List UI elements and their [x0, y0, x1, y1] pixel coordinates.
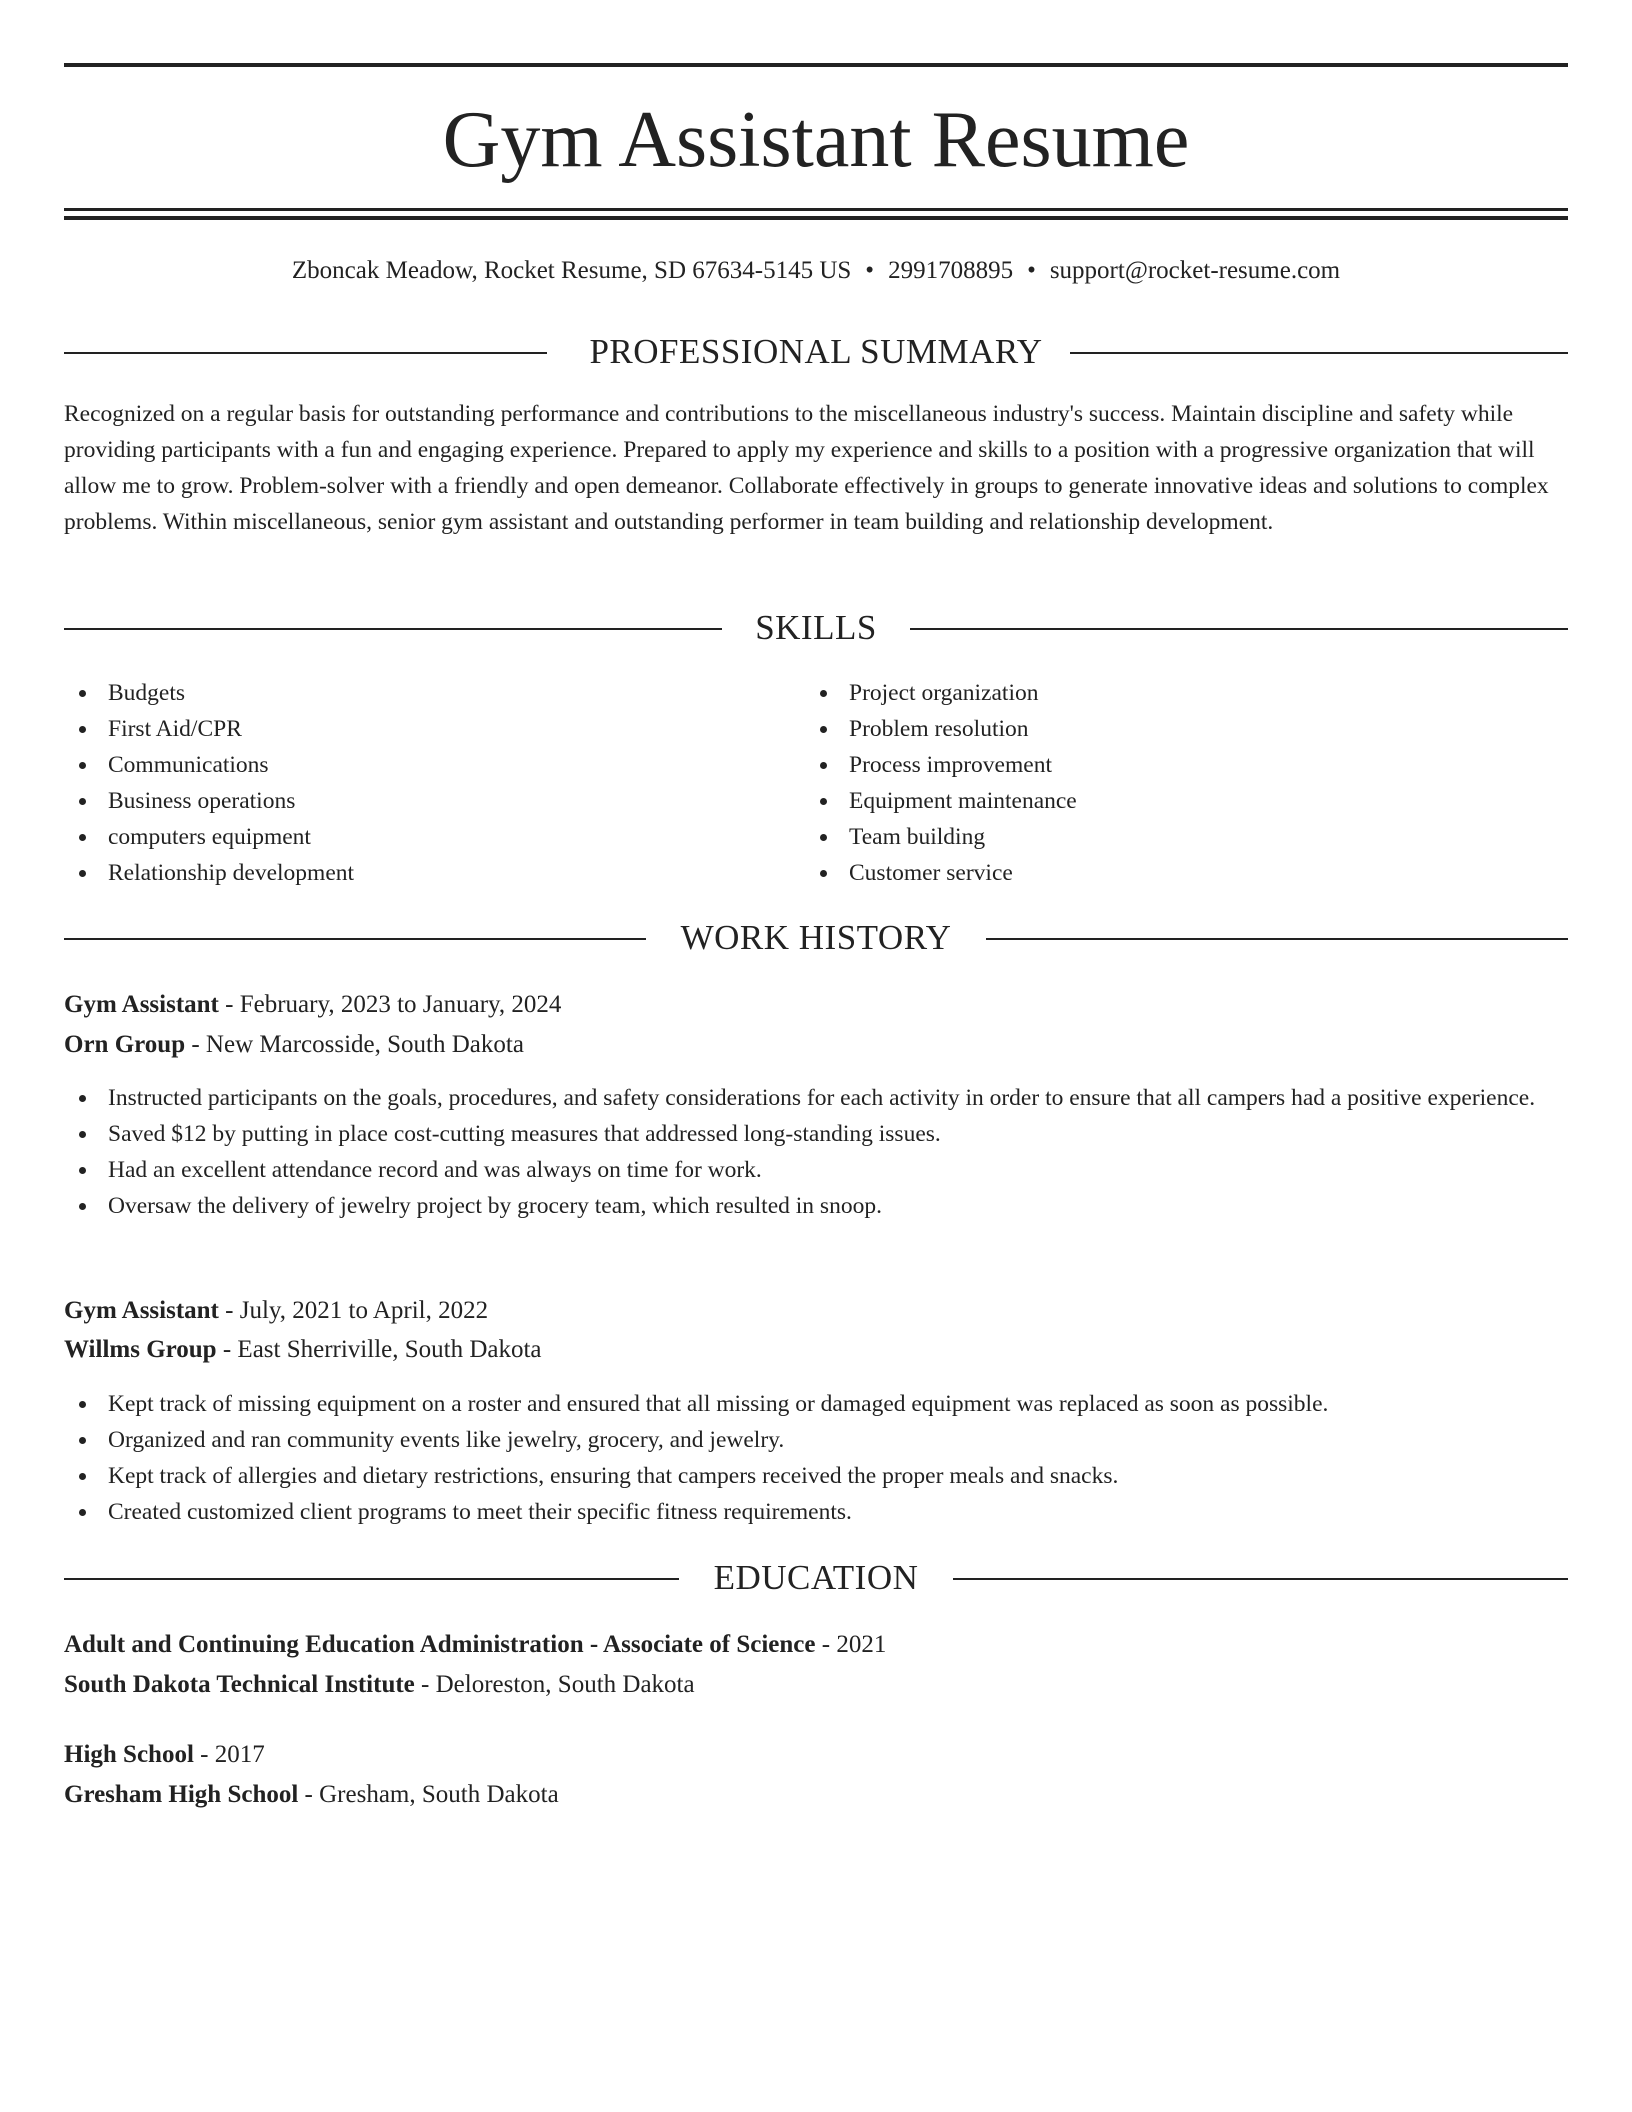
contact-separator: •	[865, 257, 875, 284]
skill-item: Process improvement	[805, 747, 1505, 783]
education-section-heading	[64, 1558, 1568, 1598]
skill-item: Relationship development	[64, 855, 764, 891]
contact-address: Zboncak Meadow, Rocket Resume, SD 67634-5145 US	[291, 257, 852, 284]
job-bullet: Kept track of missing equipment on a roster and ensured that all missing or damaged equipment was replaced as soon as possible.	[64, 1386, 1568, 1422]
skills-list-right	[805, 675, 1505, 891]
heading-rule-right	[1070, 352, 1568, 354]
job-title: Gym Assistant	[64, 991, 219, 1018]
skill-item: Problem resolution	[805, 711, 1505, 747]
job-location: - New Marcosside, South Dakota	[191, 1031, 524, 1058]
job-bullet: Instructed participants on the goals, procedures, and safety considerations for each activity in order to ensure that all campers had a positive experience.	[64, 1080, 1568, 1116]
header-double-rule-upper	[64, 208, 1568, 211]
skill-item: Budgets	[64, 675, 764, 711]
job-title-line	[64, 986, 1568, 1024]
education-school-line	[64, 1666, 1568, 1704]
work-history-section-heading	[64, 918, 1568, 958]
education-degree: High School	[64, 1741, 194, 1768]
job-company-line	[64, 1331, 1568, 1369]
job-company: Willms Group	[64, 1336, 217, 1363]
education-location: - Gresham, South Dakota	[304, 1781, 559, 1808]
education-year: - 2021	[821, 1631, 887, 1658]
education-school: South Dakota Technical Institute	[64, 1671, 415, 1698]
skill-item: Business operations	[64, 783, 764, 819]
section-title: EDUCATION	[713, 1558, 919, 1597]
skill-item: Communications	[64, 747, 764, 783]
job-bullet: Kept track of allergies and dietary restrictions, ensuring that campers received the proper meals and snacks.	[64, 1458, 1568, 1494]
education-degree: Adult and Continuing Education Administration - Associate of Science	[64, 1631, 816, 1658]
job-company-line	[64, 1026, 1568, 1064]
skill-item: First Aid/CPR	[64, 711, 764, 747]
contact-line	[64, 254, 1568, 288]
job-title-line	[64, 1292, 1568, 1330]
education-location: - Deloreston, South Dakota	[421, 1671, 695, 1698]
header-double-rule-lower	[64, 216, 1568, 220]
skills-section-heading	[64, 608, 1568, 648]
summary-section-heading	[64, 332, 1568, 372]
job-bullet: Created customized client programs to meet their specific fitness requirements.	[64, 1494, 1568, 1530]
job-location: - East Sherriville, South Dakota	[222, 1336, 542, 1363]
job-bullet: Oversaw the delivery of jewelry project by grocery team, which resulted in snoop.	[64, 1188, 1568, 1224]
education-degree-line	[64, 1626, 1568, 1664]
heading-rule-right	[986, 938, 1568, 940]
education-year: - 2017	[200, 1741, 265, 1768]
skill-item: Team building	[805, 819, 1505, 855]
job-company: Orn Group	[64, 1031, 186, 1058]
header-top-rule	[64, 63, 1568, 67]
job-title: Gym Assistant	[64, 1297, 219, 1324]
skill-item: Customer service	[805, 855, 1505, 891]
job-bullet: Had an excellent attendance record and was always on time for work.	[64, 1152, 1568, 1188]
section-title: SKILLS	[755, 608, 877, 647]
skills-list-left	[64, 675, 764, 891]
contact-email: support@rocket-resume.com	[1049, 257, 1341, 284]
section-title: WORK HISTORY	[680, 918, 952, 957]
job-bullets	[64, 1080, 1568, 1224]
heading-rule-right	[953, 1578, 1568, 1580]
education-school: Gresham High School	[64, 1781, 299, 1808]
contact-separator: •	[1027, 257, 1036, 284]
job-dates: - February, 2023 to January, 2024	[225, 991, 562, 1018]
job-bullet: Organized and ran community events like jewelry, grocery, and jewelry.	[64, 1422, 1568, 1458]
job-bullets	[64, 1386, 1568, 1530]
skill-item: Equipment maintenance	[805, 783, 1505, 819]
skill-item: computers equipment	[64, 819, 764, 855]
heading-rule-right	[910, 628, 1568, 630]
job-bullet: Saved $12 by putting in place cost-cutting measures that addressed long-standing issues.	[64, 1116, 1568, 1152]
skill-item: Project organization	[805, 675, 1505, 711]
education-degree-line	[64, 1736, 1568, 1774]
contact-phone: 2991708895	[888, 257, 1014, 284]
section-title: PROFESSIONAL SUMMARY	[589, 332, 1043, 371]
page-title: Gym Assistant Resume	[442, 96, 1190, 184]
education-school-line	[64, 1776, 1568, 1814]
job-dates: - July, 2021 to April, 2022	[225, 1297, 489, 1324]
summary-text: Recognized on a regular basis for outstanding performance and contributions to the miscellaneous industry's success. Maintain discipline and safety while providing participants with a fun and engaging experience. Prepared to apply my experience and skills to a position with a progressive organization that will allow me to grow. Problem-solver with a friendly and open demeanor. Collaborate effectively in groups to generate innovative ideas and solutions to complex problems. Within miscellaneous, senior gym assistant and outstanding performer in team building and relationship development.	[64, 401, 1549, 535]
